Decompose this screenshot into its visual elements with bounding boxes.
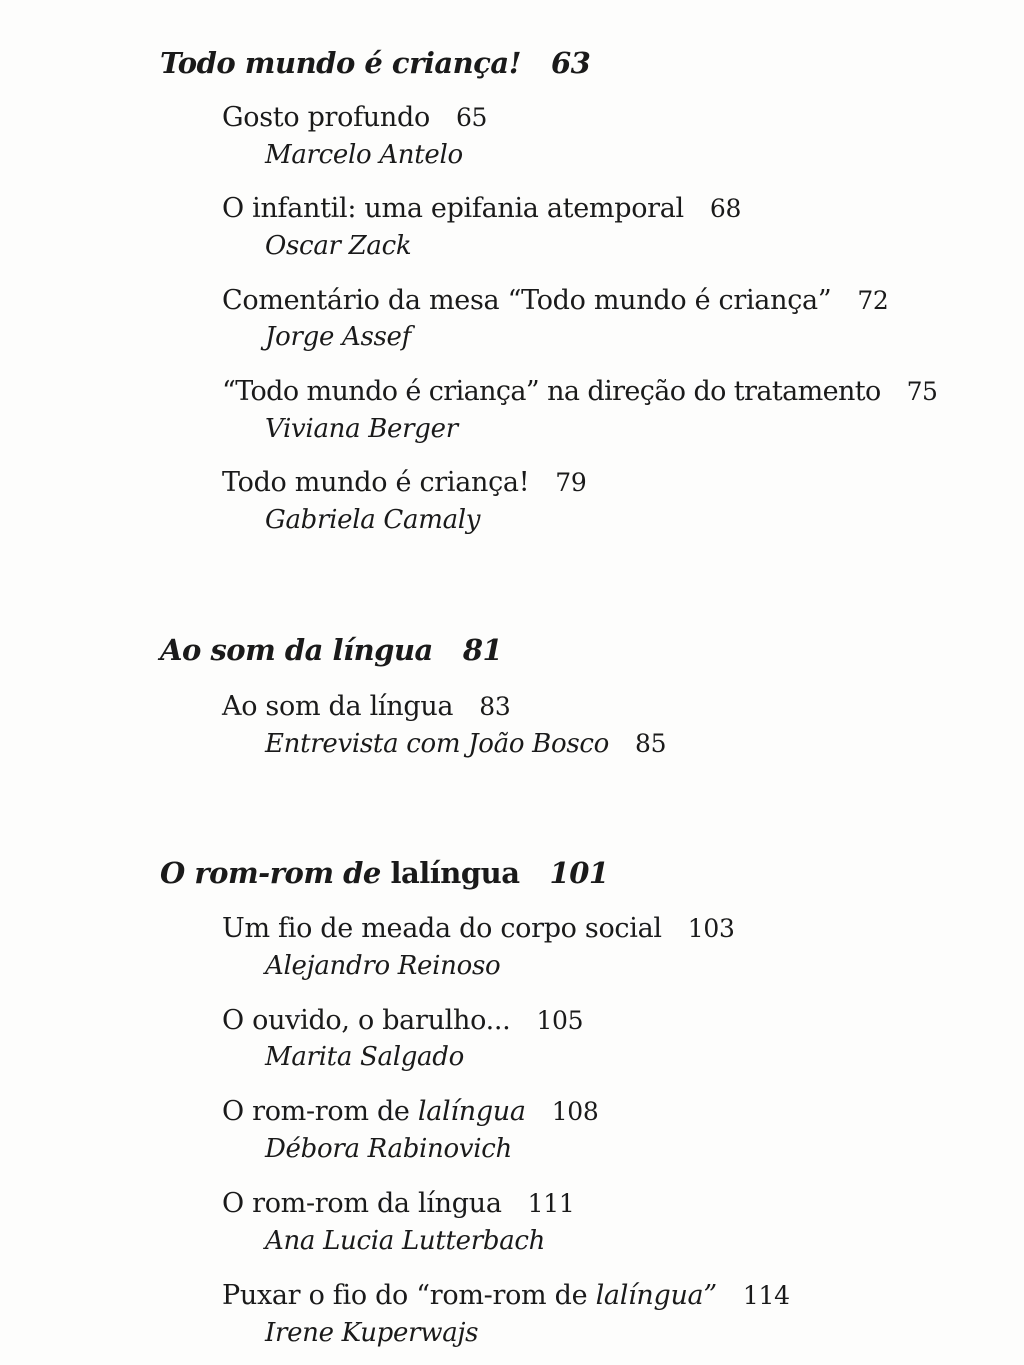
entry-author-page-number: 85 (635, 729, 667, 758)
entry-title (222, 1005, 583, 1036)
entry-title (222, 285, 889, 316)
entry-author: Ana Lucia Lutterbach (265, 1226, 546, 1256)
entry-page-number: 72 (857, 286, 889, 315)
entry-author: Jorge Assef (265, 322, 411, 352)
entry-title-text: Comentário da mesa “Todo mundo é criança” (222, 285, 832, 316)
section-title-text: Todo mundo é criança! (160, 46, 521, 80)
entry-title (222, 691, 510, 722)
entry-title-text: O infantil: uma epifania atemporal (222, 193, 684, 224)
section-title (160, 633, 502, 667)
entry-title-text: Puxar o fio do “rom-rom de (222, 1280, 588, 1311)
entry-page-number: 105 (536, 1006, 584, 1035)
entry-author: Gabriela Camaly (265, 505, 481, 535)
section-title (160, 856, 609, 890)
section-title-upright: lalíngua (390, 856, 520, 890)
entry-author-text: Entrevista com João Bosco (265, 729, 609, 759)
entry-author: Oscar Zack (265, 231, 412, 261)
section-page-number: 101 (549, 856, 609, 890)
entry-title-text: O ouvido, o barulho... (222, 1005, 511, 1036)
entry-title-text: O rom-rom de (222, 1096, 410, 1127)
entry-page-number: 68 (709, 194, 742, 223)
entry-title (222, 913, 735, 944)
entry-title-text: Um fio de meada do corpo social (222, 913, 662, 944)
entry-title (222, 102, 487, 133)
section-title-text: Ao som da língua (160, 633, 433, 667)
entry-title-text: Gosto profundo (222, 102, 430, 133)
section-page-number: 63 (550, 46, 591, 80)
entry-page-number: 79 (555, 468, 587, 497)
section-title (160, 46, 590, 80)
entry-author: Alejandro Reinoso (265, 951, 501, 981)
entry-title-text: Todo mundo é criança! (222, 467, 530, 498)
entry-page-number: 111 (527, 1189, 575, 1218)
entry-title-text: O rom-rom da língua (222, 1188, 502, 1219)
entry-page-number: 114 (742, 1281, 790, 1310)
section-title-italic: O rom-rom de (160, 856, 381, 890)
entry-author (265, 729, 666, 759)
entry-title-text: Ao som da língua (222, 691, 454, 722)
entry-page-number: 75 (906, 377, 938, 406)
entry-page-number: 108 (551, 1097, 599, 1126)
entry-author: Marita Salgado (265, 1042, 464, 1072)
entry-page-number: 103 (687, 914, 735, 943)
entry-title-text: “Todo mundo é criança” na direção do tratamento (222, 376, 881, 407)
entry-author: Marcelo Antelo (265, 140, 463, 170)
entry-author: Viviana Berger (265, 414, 458, 444)
entry-title-italic: lalíngua (417, 1096, 526, 1127)
entry-author: Débora Rabinovich (265, 1134, 512, 1164)
section-page-number: 81 (462, 633, 503, 667)
entry-author: Irene Kuperwajs (265, 1318, 479, 1348)
entry-title-italic: lalíngua” (595, 1280, 717, 1311)
entry-title (222, 467, 587, 498)
entry-title (222, 1280, 790, 1311)
entry-title (222, 376, 937, 407)
entry-page-number: 65 (455, 103, 488, 132)
entry-title (222, 1096, 599, 1127)
entry-page-number: 83 (479, 692, 511, 721)
entry-title (222, 193, 741, 224)
entry-title (222, 1188, 574, 1219)
